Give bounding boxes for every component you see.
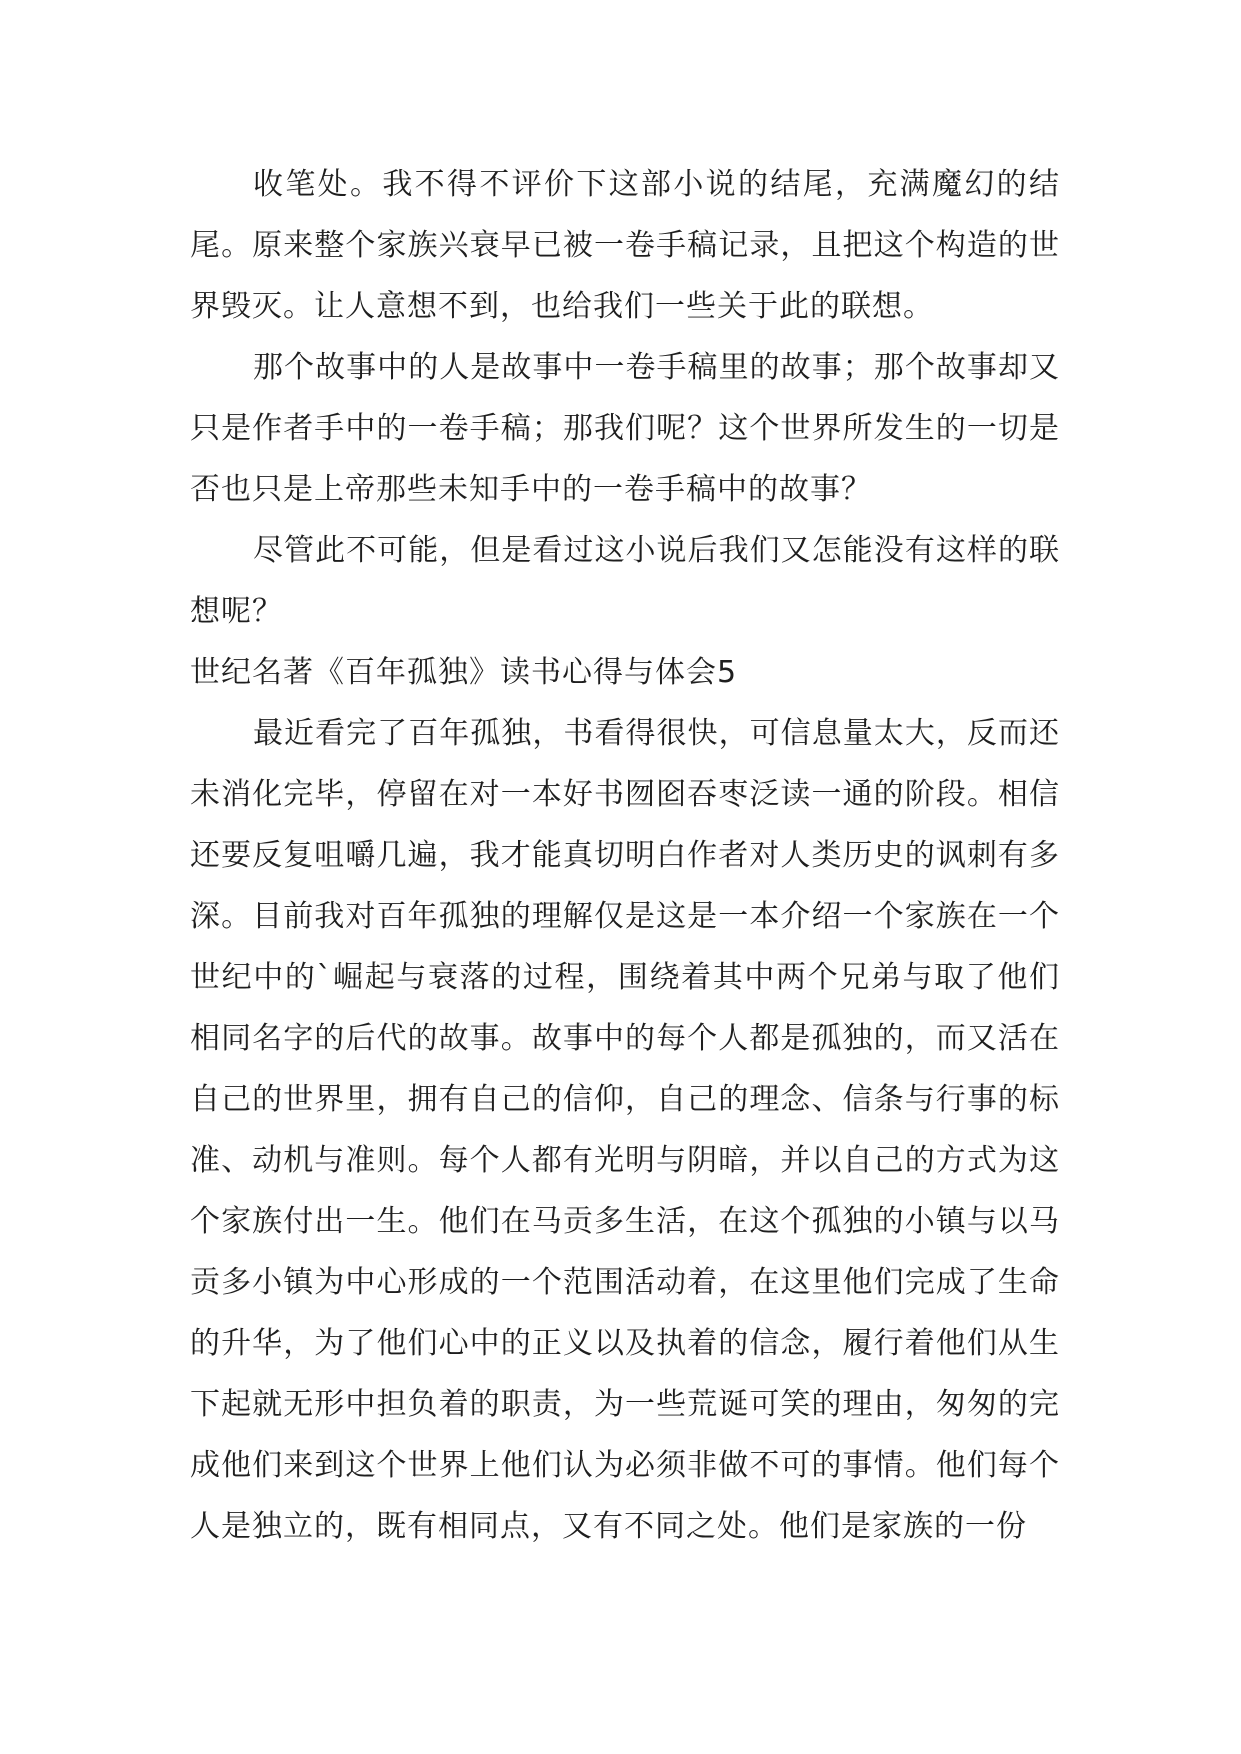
document-body — [190, 154, 1060, 1557]
section-heading: 世纪名著《百年孤独》读书心得与体会5 — [190, 655, 738, 690]
paragraph-review: 最近看完了百年孤独，书看得很快，可信息量太大，反而还未消化完毕，停留在对一本好书囫囵吞枣泛读一通的阶段。相信还要反复咀嚼几遍，我才能真切明白作者对人类历史的讽刺有多深。目前我对百年孤独的理解仅是这是一本介绍一个家族在一个世纪中的`崛起与衰落的过程，围绕着其中两个兄弟与取了他们相同名字的后代的故事。故事中的每个人都是孤独的，而又活在自己的世界里，拥有自己的信仰，自己的理念、信条与行事的标准、动机与准则。每个人都有光明与阴暗，并以自己的方式为这个家族付出一生。他们在马贡多生活，在这个孤独的小镇与以马贡多小镇为中心形成的一个范围活动着，在这里他们完成了生命的升华，为了他们心中的正义以及执着的信念，履行着他们从生下起就无形中担负着的职责，为一些荒诞可笑的理由，匆匆的完成他们来到这个世界上他们认为必须非做不可的事情。他们每个人是独立的，既有相同点，又有不同之处。他们是家族的一份 — [190, 716, 1060, 1544]
paragraph-ending: 收笔处。我不得不评价下这部小说的结尾，充满魔幻的结尾。原来整个家族兴衰早已被一卷手稿记录，且把这个构造的世界毁灭。让人意想不到，也给我们一些关于此的联想。 — [190, 167, 1060, 324]
paragraph-manuscript: 那个故事中的人是故事中一卷手稿里的故事；那个故事却又只是作者手中的一卷手稿；那我们呢？这个世界所发生的一切是否也只是上帝那些未知手中的一卷手稿中的故事？ — [190, 350, 1060, 507]
paragraph-association: 尽管此不可能，但是看过这小说后我们又怎能没有这样的联想呢？ — [190, 533, 1060, 629]
